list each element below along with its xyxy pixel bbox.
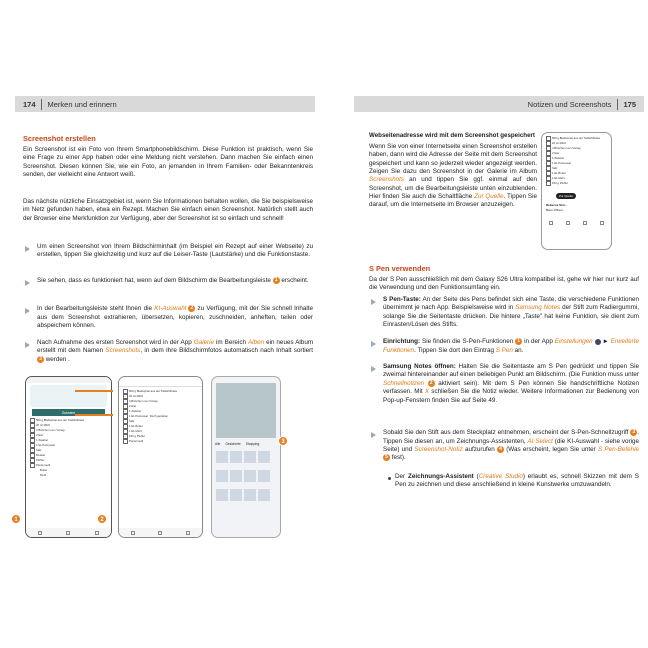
source-footer-title: Rebecca Stör... xyxy=(546,203,568,207)
section-heading: Screenshot erstellen xyxy=(23,134,96,143)
bullet-text-d: an. xyxy=(514,346,524,354)
badge-3: 3 xyxy=(630,429,637,436)
bullet-4 xyxy=(37,339,313,364)
left-page-header xyxy=(15,96,315,112)
home-icon[interactable] xyxy=(158,531,162,535)
ingredient-item: Salz xyxy=(26,448,111,453)
ki-auswahl-term: KI-Auswahl xyxy=(154,305,187,313)
delete-icon[interactable] xyxy=(600,221,604,225)
ingredient-item: 500 g Blattspinat aus der Tiefkühltheke xyxy=(542,136,611,141)
screenshot-preview xyxy=(216,383,276,438)
zeichnungs-assistent-term: Zeichnungs-Assistent xyxy=(408,473,474,480)
ingredient-item: Pfeffer xyxy=(26,458,111,463)
callout-badge-2: 2 xyxy=(97,514,107,524)
thumbnail[interactable] xyxy=(216,489,228,501)
right-page-header xyxy=(354,96,644,112)
bullet-text-a: Halten Sie die Seitentaste am S Pen gedrückt und tippen Sie zweimal hintereinander auf einen beliebigen Punkt am Bildschirm. (Die Funktion muss unter xyxy=(383,363,639,379)
ingredient-item: 20 ml Milch xyxy=(542,141,611,146)
tip-heading: Webseitenadresse wird mit dem Screenshot gespeichert xyxy=(369,132,535,139)
back-icon[interactable] xyxy=(186,531,190,535)
screenshots-term: Screenshots xyxy=(105,347,141,355)
bullet-spen-taste xyxy=(383,296,639,329)
bullet-2 xyxy=(37,277,313,286)
bullet-arrow xyxy=(25,308,30,314)
thumbnail[interactable] xyxy=(244,489,256,501)
bullet-text-c: . Tippen Sie dort den Eintrag xyxy=(414,346,494,354)
badge-5: 5 xyxy=(383,454,390,461)
bullet-4-text-b: im Bereich xyxy=(216,339,246,346)
zur-quelle-term: Zur Quelle xyxy=(474,193,504,201)
badge-1: 1 xyxy=(273,277,280,284)
bullet-text-c: (die KI-Auswahl - siehe vorige Seite) und xyxy=(383,437,640,454)
tip-text-a: Wenn Sie von einer Internetseite einen Screenshot erstellen haben, dann wird die Adresse der Seite mit dem Screenshot gespeichert und kann so jederzeit wieder angezeigt werden. Zeigen Sie dazu den Screenshot in der Galerie im Album xyxy=(369,143,537,176)
zur-quelle-button[interactable]: Zur Quelle xyxy=(556,193,576,199)
share-icon[interactable] xyxy=(95,531,99,535)
sub-bullet-zeichnungs-assistent: Der Zeichnungs-Assistent (Creative Studio) erlaubt es, schnell Skizzen mit dem S Pen zu zeichnen und diese anschließend in kleine Kunstwerke umzuwandeln. xyxy=(395,473,639,489)
bullet-arrow xyxy=(371,366,376,372)
thumbnail[interactable] xyxy=(244,451,256,463)
einstellungen-term: Einstellungen xyxy=(554,338,593,346)
bullet-3-text-a: In der Bearbeitungsleiste steht Ihnen die xyxy=(37,305,153,313)
ingredient-item: 1 EL Mehl xyxy=(542,176,611,181)
gallery-tabs[interactable] xyxy=(212,440,280,448)
bullet-einrichtung xyxy=(383,338,639,355)
ingredient-item: 1 EL Butter xyxy=(119,424,202,429)
badge-2: 2 xyxy=(188,305,195,312)
bullet-arrow xyxy=(371,299,376,305)
left-page xyxy=(15,96,315,556)
tab-all[interactable]: Alle xyxy=(215,442,221,446)
recipe-title: Zutaten xyxy=(32,409,105,416)
bullet-samsung-notes xyxy=(383,363,639,405)
bullet-text-b: in der App xyxy=(524,338,553,346)
callout-badge-1: 1 xyxy=(11,514,21,524)
draw-icon[interactable] xyxy=(66,531,70,535)
ingredient-item: 1 Zwiebel xyxy=(26,438,111,443)
thumbnail-grid xyxy=(212,448,280,509)
badge-2: 2 xyxy=(428,380,435,387)
bullet-3 xyxy=(37,305,313,330)
ingredient-item: 150 g Pfeffer xyxy=(119,434,202,439)
paragraph-2: Das nächste nützliche Einsatzgebiet ist, wenn Sie Informationen behalten wollen, die Sie beispielsweise im Netz gefunden haben, etwa ein Rezept. Machen Sie einfach einen Screenshot. Natürlich stellt auch der Browser eine Merkfunktion zur Verfügung, aber der Screenshot ist so einfach und schnell! xyxy=(23,198,313,222)
s-pen-term: S Pen xyxy=(495,346,513,354)
tab-shopping[interactable]: Shopping xyxy=(245,442,260,446)
bullet-4-text-e: werden . xyxy=(45,355,70,363)
ingredient-item: 500 g Blattspinat aus der Tiefkühltheke xyxy=(119,389,202,394)
bullet-text-a: An der Seite des Pens befindet sich eine Taste, die verschiedene Funktionen übernimmt je nach App. Beispielsweise wird in xyxy=(383,296,639,312)
ingredient-item: Salz xyxy=(542,166,611,171)
bullet-text-c: schließen Sie die Notiz wieder. Weitere Informationen zur Bedienung von Pop-up-Fenstern finden Sie auf Seite 49. xyxy=(383,388,640,404)
ingredient-item: Mehl xyxy=(40,473,47,477)
bullet-text-b: aktiviert sein). Mit dem S Pen können Sie handschriftliche Notizen verfassen. Mit xyxy=(383,379,640,396)
galerie-term: Galerie xyxy=(193,339,215,346)
status-bar xyxy=(26,377,111,383)
ai-select-header xyxy=(119,377,202,387)
thumbnail[interactable] xyxy=(230,451,242,463)
ingredient-item: 1 EL Parmesan xyxy=(542,161,611,166)
screenshots-term: Screenshots xyxy=(369,176,405,184)
bullet-label: Samsung Notes öffnen: xyxy=(383,363,456,370)
ingredient-item: 1 EL Butter xyxy=(542,171,611,176)
edit-toolbar[interactable] xyxy=(542,218,611,227)
paragraph-1: Ein Screenshot ist ein Foto von Ihrem Smartphonebildschirm. Diese Funktion ist praktisch, wenn Sie eine Frage zu einer App haben oder eine Meldung nicht verstehen. Dann machen Sie einfach einen Screenshot. Diesen können Sie, wie ein Foto, an jemanden in Ihrem Familien- oder Bekanntenkreis senden, der vielleicht eine Antwort weiß. xyxy=(23,146,313,179)
sub-bullet-text-b: erlaubt es, schnell Skizzen mit dem S Pen zu zeichnen und diese anschließend in kleine Kunstwerke umzuwandeln. xyxy=(395,473,639,489)
ingredient-item: 1 Zwiebel xyxy=(542,156,611,161)
ingredient-item: 2 Eier xyxy=(26,433,111,438)
creative-studio-term: Creative Studio xyxy=(478,473,523,480)
bullet-text-a: Sobald Sie den Stift aus dem Steckplatz entnehmen, erscheint der S-Pen-Schnellzugriff xyxy=(383,429,629,437)
bullet-arrow xyxy=(25,246,30,252)
tip-text-b: an und tippen Sie ggf. einmal auf den Screenshot, um die Bearbeitungsleiste unten einzublenden. Hier finden Sie auch die Schaltfläche xyxy=(369,176,538,201)
ingredient-item: Paniermehl xyxy=(119,439,202,444)
bullet-3-text-b: zu Verfügung, mit der Sie schnell Inhalte aus dem Screenshot extrahieren, übersetzen, kopieren, zuschneiden, anheften, teilen oder abspeichern können. xyxy=(37,305,314,329)
bullet-arrow xyxy=(371,341,376,347)
ingredient-item: 150 g Pfeffer xyxy=(542,181,611,186)
thumbnail[interactable] xyxy=(216,451,228,463)
screenshot-notiz-term: Screenshot-Notiz xyxy=(414,446,463,454)
bullet-text-f: fest). xyxy=(391,454,406,462)
nav-bar xyxy=(119,528,202,537)
bullet-2-text-b: erscheint. xyxy=(281,277,309,285)
ingredient-item: 500 g Blattspinat aus der Tiefkühltheke xyxy=(26,418,111,423)
tab-saved[interactable]: Gesicherte xyxy=(225,442,241,446)
website-logo xyxy=(30,385,107,407)
bullet-text-d: aufzurufen xyxy=(464,446,495,454)
x-term: X xyxy=(424,388,430,396)
ingredient-item: 2 Eier xyxy=(542,151,611,156)
share-icon[interactable] xyxy=(583,221,587,225)
ingredient-item: 1 EL Mehl xyxy=(119,429,202,434)
section-heading: S Pen verwenden xyxy=(369,264,431,273)
settings-icon xyxy=(595,339,601,345)
bullet-arrow xyxy=(25,280,30,286)
bullet-arrow xyxy=(25,342,30,348)
phone-screenshot-gallery xyxy=(211,376,281,538)
bullet-text-b: der Stift zum Radiergummi, solange Sie die Seitentaste drücken. Die hintere „Taste" hat keine Funktion, sie dient zum Einrasten/Lösen des Stifts. xyxy=(383,304,639,329)
arrow-right-icon: ► xyxy=(602,338,609,346)
badge-3: 3 xyxy=(37,356,44,363)
running-title: Merken und erinnern xyxy=(47,99,117,109)
thumbnail[interactable] xyxy=(258,451,270,463)
intro-paragraph: Da der S Pen ausschließlich mit dem Galaxy S26 Ultra kompatibel ist, gehe wir hier nur kurz auf die Verwendung und den Funktionsumfang ein. xyxy=(369,276,639,292)
bullet-text-e: (Was erscheint, legen Sie unter xyxy=(506,446,596,454)
thumbnail[interactable] xyxy=(230,489,242,501)
recent-apps-icon[interactable] xyxy=(131,531,135,535)
callout-line xyxy=(75,414,113,416)
phone-screenshot-ai-select xyxy=(118,376,203,538)
thumbnail[interactable] xyxy=(258,489,270,501)
tip-text-c: . Tippen Sie darauf, um die Internetseite im Browser anzuzeigen. xyxy=(369,193,537,209)
source-footer-sub: Beim Öffnen... xyxy=(546,208,566,212)
page-number: 175 xyxy=(623,99,636,109)
callout-line xyxy=(75,390,113,392)
ingredient-item: Salz xyxy=(119,419,202,424)
ingredient-item: Paniermehl xyxy=(26,463,111,468)
bullet-text-a: Sie finden die S-Pen-Funktionen xyxy=(422,338,514,346)
ai-select-term: AI Select xyxy=(527,437,553,445)
sub-bullet-text-a: Der xyxy=(395,473,406,480)
edit-toolbar[interactable] xyxy=(26,528,111,537)
samsung-notes-term: Samsung Notes xyxy=(515,304,561,312)
ingredient-item: 20 ml Milch xyxy=(119,394,202,399)
thumbnail[interactable] xyxy=(230,470,242,482)
alben-term: Alben xyxy=(247,339,265,346)
bullet-4-text-a: Nach Aufnahme des ersten Screenshot wird in der App xyxy=(37,339,192,346)
ingredient-item: 4 Brötchen vom Vortag xyxy=(26,428,111,433)
schnellnotizen-term: Schnellnotizen xyxy=(383,379,424,387)
s-pen-befehle-term: S Pen-Befehle xyxy=(597,446,640,454)
ingredient-item: 2 Eier xyxy=(119,404,202,409)
ingredient-item: 1 EL Parmesan, frisch gerieben xyxy=(119,414,202,419)
sub-bullet-dot xyxy=(388,477,391,480)
edit-icon[interactable] xyxy=(566,221,570,225)
badge-1: 1 xyxy=(515,338,522,345)
ingredient-item: 20 ml Milch xyxy=(26,423,111,428)
favorite-icon[interactable] xyxy=(549,221,553,225)
bullet-arrow xyxy=(371,432,376,438)
badge-4: 4 xyxy=(497,446,504,453)
bullet-4-text-c: ein neues Album erstellt mit dem Namen xyxy=(37,339,314,355)
ingredient-item: Muskat xyxy=(26,453,111,458)
ingredient-item: 4 Brötchen vom Vortag xyxy=(542,146,611,151)
ingredient-item: Butter xyxy=(40,468,48,472)
bullet-1: Um einen Screenshot von Ihrem Bildschirminhalt (im Beispiel ein Rezept auf einer Webseite) zu erstellen, tippen Sie gleichzeitig und kurz auf die Leiser-Taste (Lautstärke) und die Funktionstaste. xyxy=(37,243,313,259)
thumbnail[interactable] xyxy=(258,470,270,482)
running-title: Notizen und Screenshots xyxy=(527,99,612,109)
bullet-2-text-a: Sie sehen, dass es funktioniert hat, wenn auf dem Bildschirm die Bearbeitungsleiste xyxy=(37,277,271,285)
ingredient-item: 1 EL Parmesan xyxy=(26,443,111,448)
erweiterte-funktionen-term: Erweiterte Funktionen xyxy=(383,338,640,354)
phone-screenshot-source xyxy=(541,132,612,250)
right-page xyxy=(354,96,644,556)
bullet-label: S Pen-Taste: xyxy=(383,296,421,303)
ingredient-item: 1 Zwiebel xyxy=(119,409,202,414)
page-number: 174 xyxy=(23,99,36,109)
bullet-text-b: . Tippen Sie diesen an, um Zeichnungs-Assistenten, xyxy=(383,429,640,445)
crop-icon[interactable] xyxy=(38,531,42,535)
bullet-label: Einrichtung: xyxy=(383,338,421,346)
thumbnail[interactable] xyxy=(216,470,228,482)
bullet-4-text-d: , in dem Ihre Bildschirmfotos automatisch nach Inhalt sortiert xyxy=(140,347,313,355)
callout-badge-3: 3 xyxy=(278,436,288,446)
tip-paragraph xyxy=(369,143,537,210)
bullet-schnellzugriff xyxy=(383,429,639,463)
thumbnail[interactable] xyxy=(244,470,256,482)
ingredient-item: 4 Brötchen vom Vortag xyxy=(119,399,202,404)
